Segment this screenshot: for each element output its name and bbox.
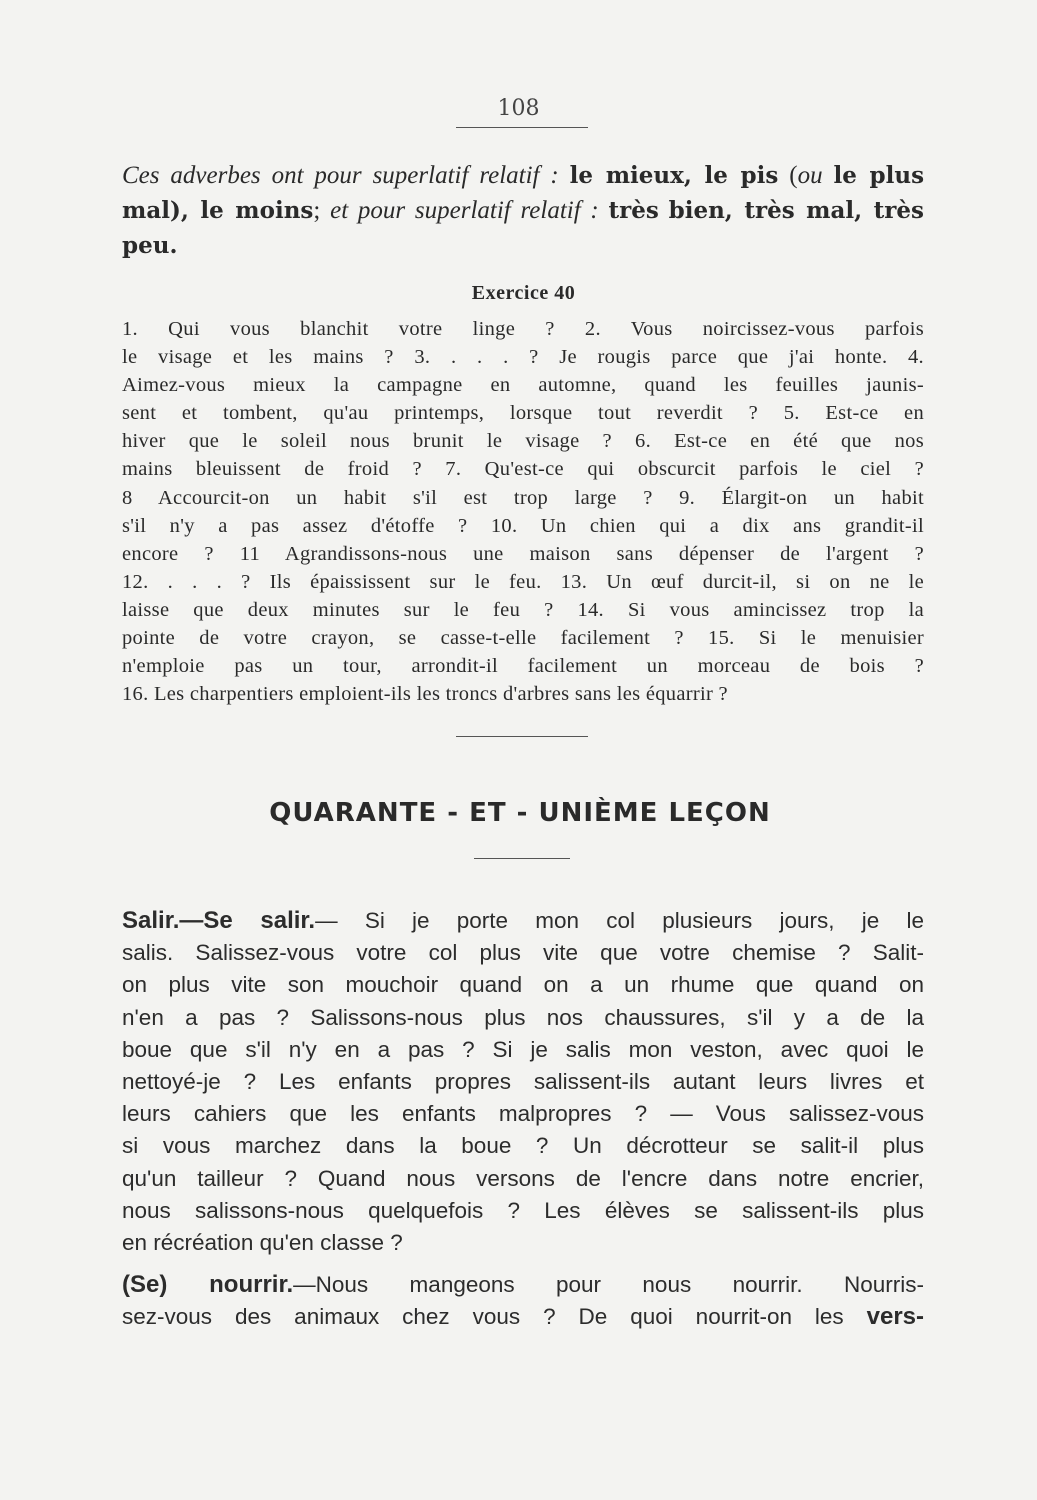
body-line: boue que s'il n'y en a pas ? Si je salis mon veston, avec quoi le <box>122 1036 924 1062</box>
body-line: salis. Salissez-vous votre col plus vite que votre chemise ? Salit- <box>122 940 924 966</box>
intro-bold-3: très <box>608 197 659 224</box>
intro-bold-4: bien, très mal, très peu. <box>122 197 924 259</box>
exercise-line: 1. Qui vous blanchit votre linge ? 2. Vous noircissez-vous parfois <box>122 318 924 340</box>
exercise-line: 12. . . . ? Ils épaississent sur le feu. 13. Un œuf durcit-il, si on ne le <box>122 570 924 593</box>
intro-text-1: Ces adverbes ont pour superlatif relatif : <box>122 162 559 189</box>
body-line <box>122 905 924 937</box>
exercise-line: mains bleuissent de froid ? 7. Qu'est-ce qui obscurcit parfois le ciel ? <box>122 458 924 481</box>
intro-bold-1: le mieux, le pis <box>569 162 779 189</box>
exercise-line: hiver que le soleil nous brunit le visage ? 6. Est-ce en été que nos <box>122 430 924 453</box>
lesson-title: QUARANTE - ET - UNIÈME LEÇON <box>269 798 771 828</box>
lesson-body <box>122 905 924 1334</box>
body-line: nous salissons-nous quelquefois ? Les élèves se salissent-ils plus <box>122 1197 924 1223</box>
intro-bold-2: le plus mal), le moins <box>122 162 925 224</box>
lesson-title-rule <box>474 858 570 859</box>
header-rule <box>456 127 588 128</box>
exercise-line: pointe de votre crayon, se casse-t-elle facilement ? 15. Si le menuisier <box>122 627 924 650</box>
body-line <box>122 1269 924 1301</box>
lead-nourrir: (Se) nourrir. <box>122 1271 294 1299</box>
exercise-title: Exercice 40 <box>471 282 576 304</box>
exercise-line: s'il n'y a pas assez d'étoffe ? 10. Un chien qui a dix ans grandit-il <box>122 514 924 537</box>
intro-sep: ; <box>313 197 331 224</box>
body-line: si vous marchez dans la boue ? Un décrotteur se salit-il plus <box>122 1133 924 1159</box>
intro-italic-ou: ou <box>797 162 823 189</box>
exercise-text <box>122 315 924 708</box>
body-line-text: —Nous mangeons pour nous nourrir. Nourris- <box>293 1272 924 1298</box>
exercise-line: sent et tombent, qu'au printemps, lorsque tout reverdit ? 5. Est-ce en <box>122 402 924 425</box>
body-line: nettoyé-je ? Les enfants propres salissent-ils autant leurs livres et <box>122 1069 924 1095</box>
body-line: qu'un tailleur ? Quand nous versons de l'encre dans notre encrier, <box>122 1165 924 1191</box>
lead-salir: Salir.—Se salir. <box>122 907 316 934</box>
body-line <box>122 1301 924 1333</box>
page-number: 108 <box>497 96 540 121</box>
section-divider <box>456 736 588 737</box>
body-line-text: sez-vous des animaux chez vous ? De quoi nourrit-on les <box>122 1304 844 1330</box>
paragraph-salir <box>122 905 924 1259</box>
exercise-line: Aimez-vous mieux la campagne en automne, quand les feuilles jaunis- <box>122 374 924 397</box>
exercise-line: n'emploie pas un tour, arrondit-il facilement un morceau de bois ? <box>122 655 924 678</box>
exercise-line: encore ? 11 Agrandissons-nous une maison sans dépenser de l'argent ? <box>122 542 924 565</box>
body-line: on plus vite son mouchoir quand on a un rhume que quand on <box>122 972 924 998</box>
body-line: leurs cahiers que les enfants malpropres ? — Vous salissez-vous <box>122 1101 924 1127</box>
intro-paren: ( <box>789 162 798 189</box>
paragraph-nourrir <box>122 1269 924 1333</box>
exercise-line: 8 Accourcit-on un habit s'il est trop large ? 9. Élargit-on un habit <box>122 486 924 509</box>
body-line-text: — Si je porte mon col plusieurs jours, je le <box>315 908 924 933</box>
body-line: n'en a pas ? Salissons-nous plus nos chaussures, s'il y a de la <box>122 1004 924 1030</box>
exercise-line: laisse que deux minutes sur le feu ? 14. Si vous amincissez trop la <box>122 598 924 621</box>
exercise-line: le visage et les mains ? 3. . . . ? Je rougis parce que j'ai honte. 4. <box>122 346 924 369</box>
bold-word: vers- <box>866 1303 924 1331</box>
intro-text-3: et pour superlatif relatif : <box>330 197 599 224</box>
body-line: en récréation qu'en classe ? <box>122 1230 403 1256</box>
intro-paragraph <box>122 158 924 263</box>
exercise-line: 16. Les charpentiers emploient-ils les troncs d'arbres sans les équarrir ? <box>122 683 728 706</box>
